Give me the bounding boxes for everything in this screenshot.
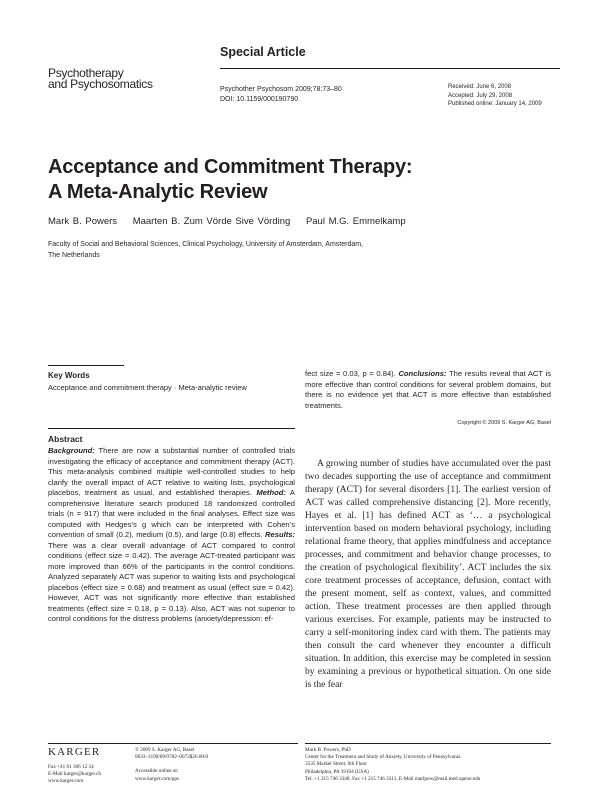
dates-block bbox=[448, 83, 542, 109]
journal-logo-line1: Psychotherapy bbox=[48, 66, 124, 80]
footer-issn: 0033–3190/09/0782–0073$26.00/0 bbox=[135, 754, 209, 761]
abstract-cont-text: fect size = 0.03, p = 0.84). bbox=[305, 369, 399, 378]
accepted-date: Accepted: July 29, 2008 bbox=[448, 92, 513, 99]
article-title bbox=[48, 155, 412, 205]
footer-copyright-block bbox=[135, 747, 208, 783]
author-3: Paul M.G. Emmelkamp bbox=[305, 216, 406, 227]
results-text: There was a clear overall advantage of ACT compared to control conditions (effect size = 0.42). The average ACT-treated participant was more improved than 66% of the participants in the control conditions. Analyzed separately ACT was superior to waiting lists and psychological placebos (effect size = 0.68) and treatment as usual (effect size = 0.42). However, ACT was not significantly more effective than established treatments (effect size = 0.18, p = 0.13). Also, ACT was not superior to control conditions for the distress problems (anxiety/depression: ef- bbox=[48, 540, 295, 623]
footer-rule-right bbox=[305, 743, 551, 744]
footer-email[interactable]: E-Mail karger@karger.ch bbox=[48, 771, 101, 778]
article-type: Special Article bbox=[220, 45, 306, 59]
doi[interactable]: DOI: 10.1159/000190790 bbox=[220, 96, 299, 103]
footer-accessible: Accessible online at: bbox=[135, 768, 179, 775]
abstract-text bbox=[48, 446, 295, 625]
conclusions-text: The results reveal that ACT is more effective than control conditions for several problem domains, but there is no evidence yet that ACT is more effective than established treatments. bbox=[305, 369, 551, 410]
footer-correspondence bbox=[305, 747, 555, 783]
conclusions-label: Conclusions: bbox=[398, 369, 447, 378]
author-1: Mark B. Powers bbox=[48, 216, 118, 227]
body-paragraph: A growing number of studies have accumulated over the past two decades supporting the use of acceptance and commitment therapy (ACT) for several disorders [1]. The earliest version of ACT was called comprehensive distancing [2]. More recently, Hayes et al. [1] has defined ACT as ‘… a psychological intervention based on modern behavioral psychology, including relational frame theory, that applies mindfulness and acceptance processes, and commitment and behavior change processes, to the creation of psychological flexibility’. ACT includes the six core treatment processes of acceptance, defusion, contact with the present moment, self as context, values, and committed action. These treatment processes are then applied through various exercises. For example, patients may be instructed to carry a self-monitoring index card with them. The patients may then consult the card whenever they encounter a difficult situation. In addition, this exercise may be completed in session by examining a previous or hypothetical situation. On one side is the fear bbox=[305, 459, 551, 690]
citation: Psychother Psychosom 2009;78:73–80 bbox=[220, 86, 342, 93]
footer-accessible-url[interactable]: www.karger.com/pps bbox=[135, 775, 179, 782]
footer-contact-name: Mark B. Powers, PhD bbox=[305, 747, 351, 753]
published-date: Published online: January 14, 2009 bbox=[448, 101, 542, 107]
affiliation bbox=[48, 240, 428, 261]
karger-logo: KARGER bbox=[48, 746, 101, 758]
keywords-rule bbox=[48, 365, 124, 366]
title-line1: Acceptance and Commitment Therapy: bbox=[48, 156, 413, 178]
title-line2: A Meta-Analytic Review bbox=[48, 181, 268, 203]
received-date: Received: June 6, 2008 bbox=[448, 84, 512, 90]
background-label: Background: bbox=[48, 446, 95, 455]
abstract-rule bbox=[48, 428, 295, 429]
abstract-copyright: Copyright © 2009 S. Karger AG, Basel bbox=[457, 420, 551, 426]
header-rule bbox=[220, 68, 560, 69]
footer-contact-org: Center for the Treatment and Study of Anxiety, University of Pennsylvania bbox=[305, 754, 461, 761]
journal-logo bbox=[48, 68, 153, 90]
footer-web[interactable]: www.karger.com bbox=[48, 778, 84, 785]
method-label: Method: bbox=[256, 488, 286, 497]
affiliation-line1: Faculty of Social and Behavioral Sciences, Clinical Psychology, University of Amsterdam, Amsterdam, bbox=[48, 241, 363, 248]
footer-contact-street: 3535 Market Street, 6th Floor bbox=[305, 761, 367, 768]
journal-logo-line2: and Psychosomatics bbox=[48, 77, 153, 91]
background-text: There are now a substantial number of controlled trials investigating the efficacy of acceptance and commitment therapy (ACT). This meta-analysis combined multiple well-controlled studies to help clarify the overall impact of ACT relative to waiting lists, psychological placebos, treatment as usual, and established therapies. bbox=[48, 446, 295, 497]
abstract-heading: Abstract bbox=[48, 434, 83, 444]
footer-copyright: © 2009 S. Karger AG, Basel bbox=[135, 747, 195, 753]
abstract-continued bbox=[305, 369, 551, 411]
footer-contact-karger bbox=[48, 764, 101, 786]
footer-spacer bbox=[135, 761, 208, 768]
affiliation-line2: The Netherlands bbox=[48, 251, 100, 259]
footer-rule-left bbox=[48, 743, 298, 744]
keywords-heading: Key Words bbox=[48, 371, 90, 380]
citation-block bbox=[220, 85, 342, 105]
author-list bbox=[48, 216, 406, 227]
results-label: Results: bbox=[265, 530, 295, 539]
footer-fax: Fax +41 61 306 12 34 bbox=[48, 764, 94, 770]
body-text bbox=[305, 458, 551, 692]
footer-contact-city: Philadelphia, PA 19104 (USA) bbox=[305, 768, 369, 775]
method-text: A comprehensive literature search produced 18 randomized controlled trials (n = 917) that were included in the final analyses. Effect size was computed with Hedges’s g which can be interpreted with Cohen’s convention of small (0.2), medium (0.5), and large (0.8) effects. bbox=[48, 488, 295, 539]
author-2: Maarten B. Zum Vörde Sive Vörding bbox=[132, 216, 291, 227]
footer-contact-phone[interactable]: Tel. +1 215 746 3348, Fax +1 215 746 3311, E-Mail marlpow@mail.med.upenn.edu bbox=[305, 775, 481, 782]
keywords-text: Acceptance and commitment therapy · Meta-analytic review bbox=[48, 383, 247, 392]
